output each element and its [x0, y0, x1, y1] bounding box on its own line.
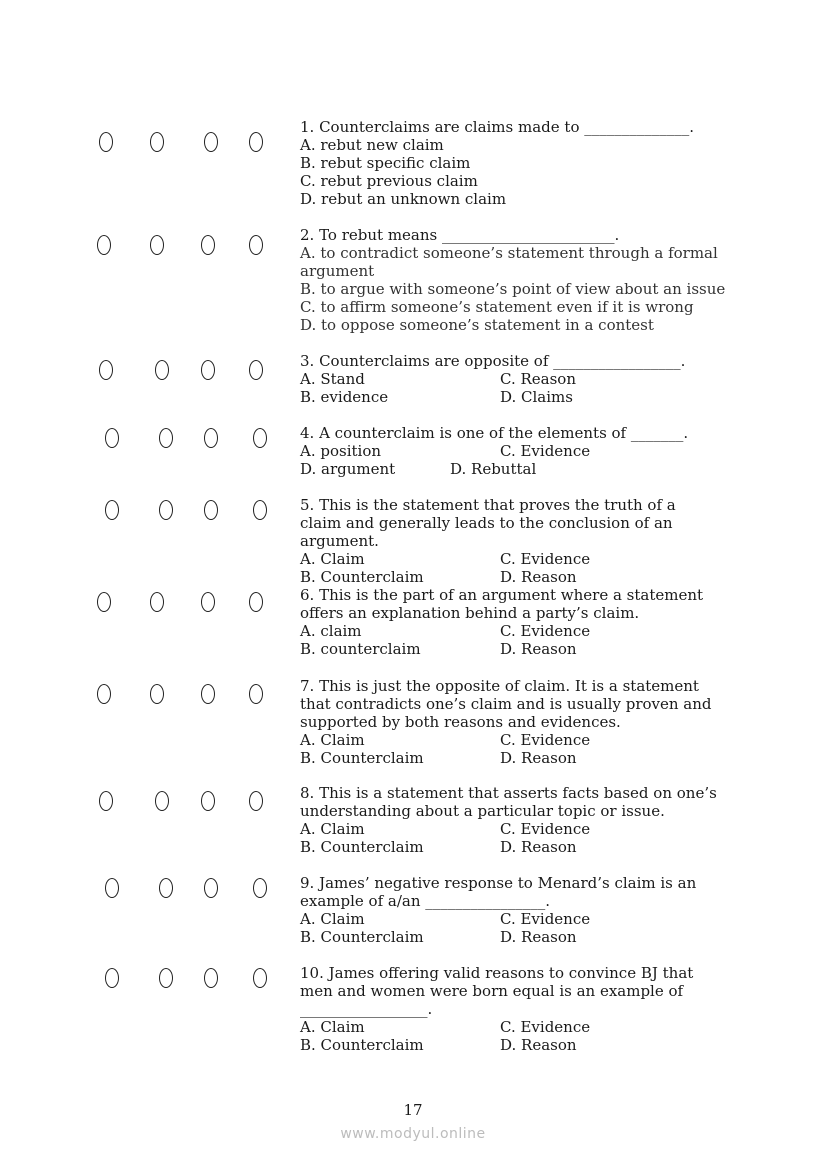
option-grid — [300, 550, 730, 586]
option-a: A. position — [300, 442, 382, 460]
question-text — [300, 352, 730, 406]
bubble-b[interactable] — [159, 428, 173, 448]
bubble-d[interactable] — [253, 878, 267, 898]
question-stem: 10. James offering valid reasons to convince BJ that men and women were born equal is an example of _________________. — [300, 964, 694, 1018]
option-d: D. argument — [300, 460, 396, 478]
question-text — [300, 874, 730, 946]
question-text — [300, 496, 730, 586]
option-c: C. Reason — [500, 370, 576, 388]
option-a: A. Claim — [300, 1018, 365, 1036]
bubble-a[interactable] — [97, 592, 111, 612]
bubble-b[interactable] — [150, 592, 164, 612]
bubble-c[interactable] — [204, 878, 218, 898]
option-b: B. counterclaim — [300, 640, 421, 658]
bubble-c[interactable] — [201, 791, 215, 811]
bubble-d[interactable] — [249, 360, 263, 380]
option-grid — [300, 731, 730, 767]
bubble-a[interactable] — [99, 132, 113, 152]
bubble-b[interactable] — [159, 878, 173, 898]
watermark: www.modyul.online — [340, 1126, 486, 1142]
bubble-c[interactable] — [204, 428, 218, 448]
option-a: A. rebut new claim — [300, 136, 444, 154]
option-d: D. Reason — [500, 928, 577, 946]
bubble-b[interactable] — [159, 500, 173, 520]
option-d: D. Reason — [500, 749, 577, 767]
option-d: D. to oppose someone’s statement in a contest — [300, 316, 654, 334]
question-text — [300, 424, 730, 478]
option-b: B. Counterclaim — [300, 749, 424, 767]
answer-bubbles — [0, 590, 290, 614]
bubble-d[interactable] — [249, 132, 263, 152]
question-text — [300, 586, 730, 658]
bubble-c[interactable] — [201, 684, 215, 704]
option-grid — [300, 910, 730, 946]
option-c: C. rebut previous claim — [300, 172, 478, 190]
option-grid — [300, 442, 730, 478]
question-text — [300, 784, 730, 856]
answer-bubbles — [0, 878, 290, 902]
question-stem: 1. Counterclaims are claims made to ______________. — [300, 118, 695, 136]
bubble-a[interactable] — [97, 235, 111, 255]
option-a: A. Claim — [300, 910, 365, 928]
question-text — [300, 226, 730, 334]
question-stem: 3. Counterclaims are opposite of _________________. — [300, 352, 686, 370]
question-stem: 6. This is the part of an argument where a statement offers an explanation behind a party’s claim. — [300, 586, 704, 622]
bubble-a[interactable] — [105, 500, 119, 520]
question-stem: 9. James’ negative response to Menard’s claim is an example of a/an ________________. — [300, 874, 697, 910]
answer-bubbles — [0, 788, 290, 812]
bubble-c[interactable] — [204, 132, 218, 152]
answer-bubbles — [0, 356, 290, 380]
bubble-c[interactable] — [204, 968, 218, 988]
answer-bubbles — [0, 500, 290, 524]
question-stem: 4. A counterclaim is one of the elements of _______. — [300, 424, 689, 442]
option-d: D. Claims — [500, 388, 573, 406]
bubble-d[interactable] — [249, 592, 263, 612]
option-c: C. Evidence — [500, 820, 591, 838]
option-d: D. Reason — [500, 640, 577, 658]
bubble-a[interactable] — [105, 878, 119, 898]
bubble-b[interactable] — [150, 235, 164, 255]
answer-bubbles — [0, 968, 290, 992]
option-grid — [300, 370, 730, 406]
bubble-b[interactable] — [155, 791, 169, 811]
option-c: C. Evidence — [500, 1018, 591, 1036]
bubble-d[interactable] — [249, 791, 263, 811]
bubble-c[interactable] — [201, 235, 215, 255]
bubble-a[interactable] — [97, 684, 111, 704]
option-d: D. Reason — [500, 838, 577, 856]
option-a: A. claim — [300, 622, 362, 640]
option-a: A. Stand — [300, 370, 365, 388]
question-stem: 2. To rebut means _______________________. — [300, 226, 620, 244]
page-number: 17 — [403, 1101, 423, 1119]
option-a: A. Claim — [300, 550, 365, 568]
option-b: B. Counterclaim — [300, 928, 424, 946]
bubble-b[interactable] — [150, 132, 164, 152]
bubble-b[interactable] — [159, 968, 173, 988]
option-d: D. rebut an unknown claim — [300, 190, 507, 208]
option-a: A. to contradict someone’s statement through a formal argument — [300, 244, 718, 280]
bubble-d[interactable] — [249, 684, 263, 704]
option-c: C. Evidence — [500, 731, 591, 749]
option-b: B. to argue with someone’s point of view about an issue — [300, 280, 726, 298]
question-stem: 7. This is just the opposite of claim. It is a statement that contradicts one’s claim and is usually proven and supported by both reasons and evidences. — [300, 677, 712, 731]
option-a: A. Claim — [300, 820, 365, 838]
option-a: A. Claim — [300, 731, 365, 749]
option-c: C. Evidence — [500, 550, 591, 568]
option-d-rebuttal: D. Rebuttal — [450, 460, 537, 478]
bubble-c[interactable] — [204, 500, 218, 520]
bubble-a[interactable] — [99, 791, 113, 811]
bubble-d[interactable] — [249, 235, 263, 255]
option-b: B. rebut specific claim — [300, 154, 471, 172]
option-b: B. evidence — [300, 388, 389, 406]
bubble-a[interactable] — [99, 360, 113, 380]
option-c: C. Evidence — [500, 910, 591, 928]
option-c: C. to affirm someone’s statement even if it is wrong — [300, 298, 694, 316]
bubble-c[interactable] — [201, 360, 215, 380]
answer-bubbles — [0, 122, 290, 146]
question-text — [300, 677, 730, 767]
bubble-d[interactable] — [253, 968, 267, 988]
bubble-c[interactable] — [201, 592, 215, 612]
bubble-b[interactable] — [155, 360, 169, 380]
option-grid — [300, 622, 730, 658]
question-text — [300, 964, 730, 1054]
answer-bubbles — [0, 230, 290, 254]
option-b: B. Counterclaim — [300, 1036, 424, 1054]
question-stem: 8. This is a statement that asserts facts based on one’s understanding about a particular topic or issue. — [300, 784, 717, 820]
option-b: B. Counterclaim — [300, 838, 424, 856]
bubble-a[interactable] — [105, 968, 119, 988]
option-c: C. Evidence — [500, 622, 591, 640]
option-b: B. Counterclaim — [300, 568, 424, 586]
bubble-b[interactable] — [150, 684, 164, 704]
answer-bubbles — [0, 428, 290, 452]
bubble-d[interactable] — [253, 500, 267, 520]
option-grid — [300, 820, 730, 856]
option-grid — [300, 1018, 730, 1054]
option-c: C. Evidence — [500, 442, 591, 460]
bubble-d[interactable] — [253, 428, 267, 448]
question-stem: 5. This is the statement that proves the truth of a claim and generally leads to the conclusion of an argument. — [300, 496, 676, 550]
bubble-a[interactable] — [105, 428, 119, 448]
answer-bubbles — [0, 681, 290, 705]
option-d: D. Reason — [500, 568, 577, 586]
question-text — [300, 118, 730, 208]
option-d: D. Reason — [500, 1036, 577, 1054]
